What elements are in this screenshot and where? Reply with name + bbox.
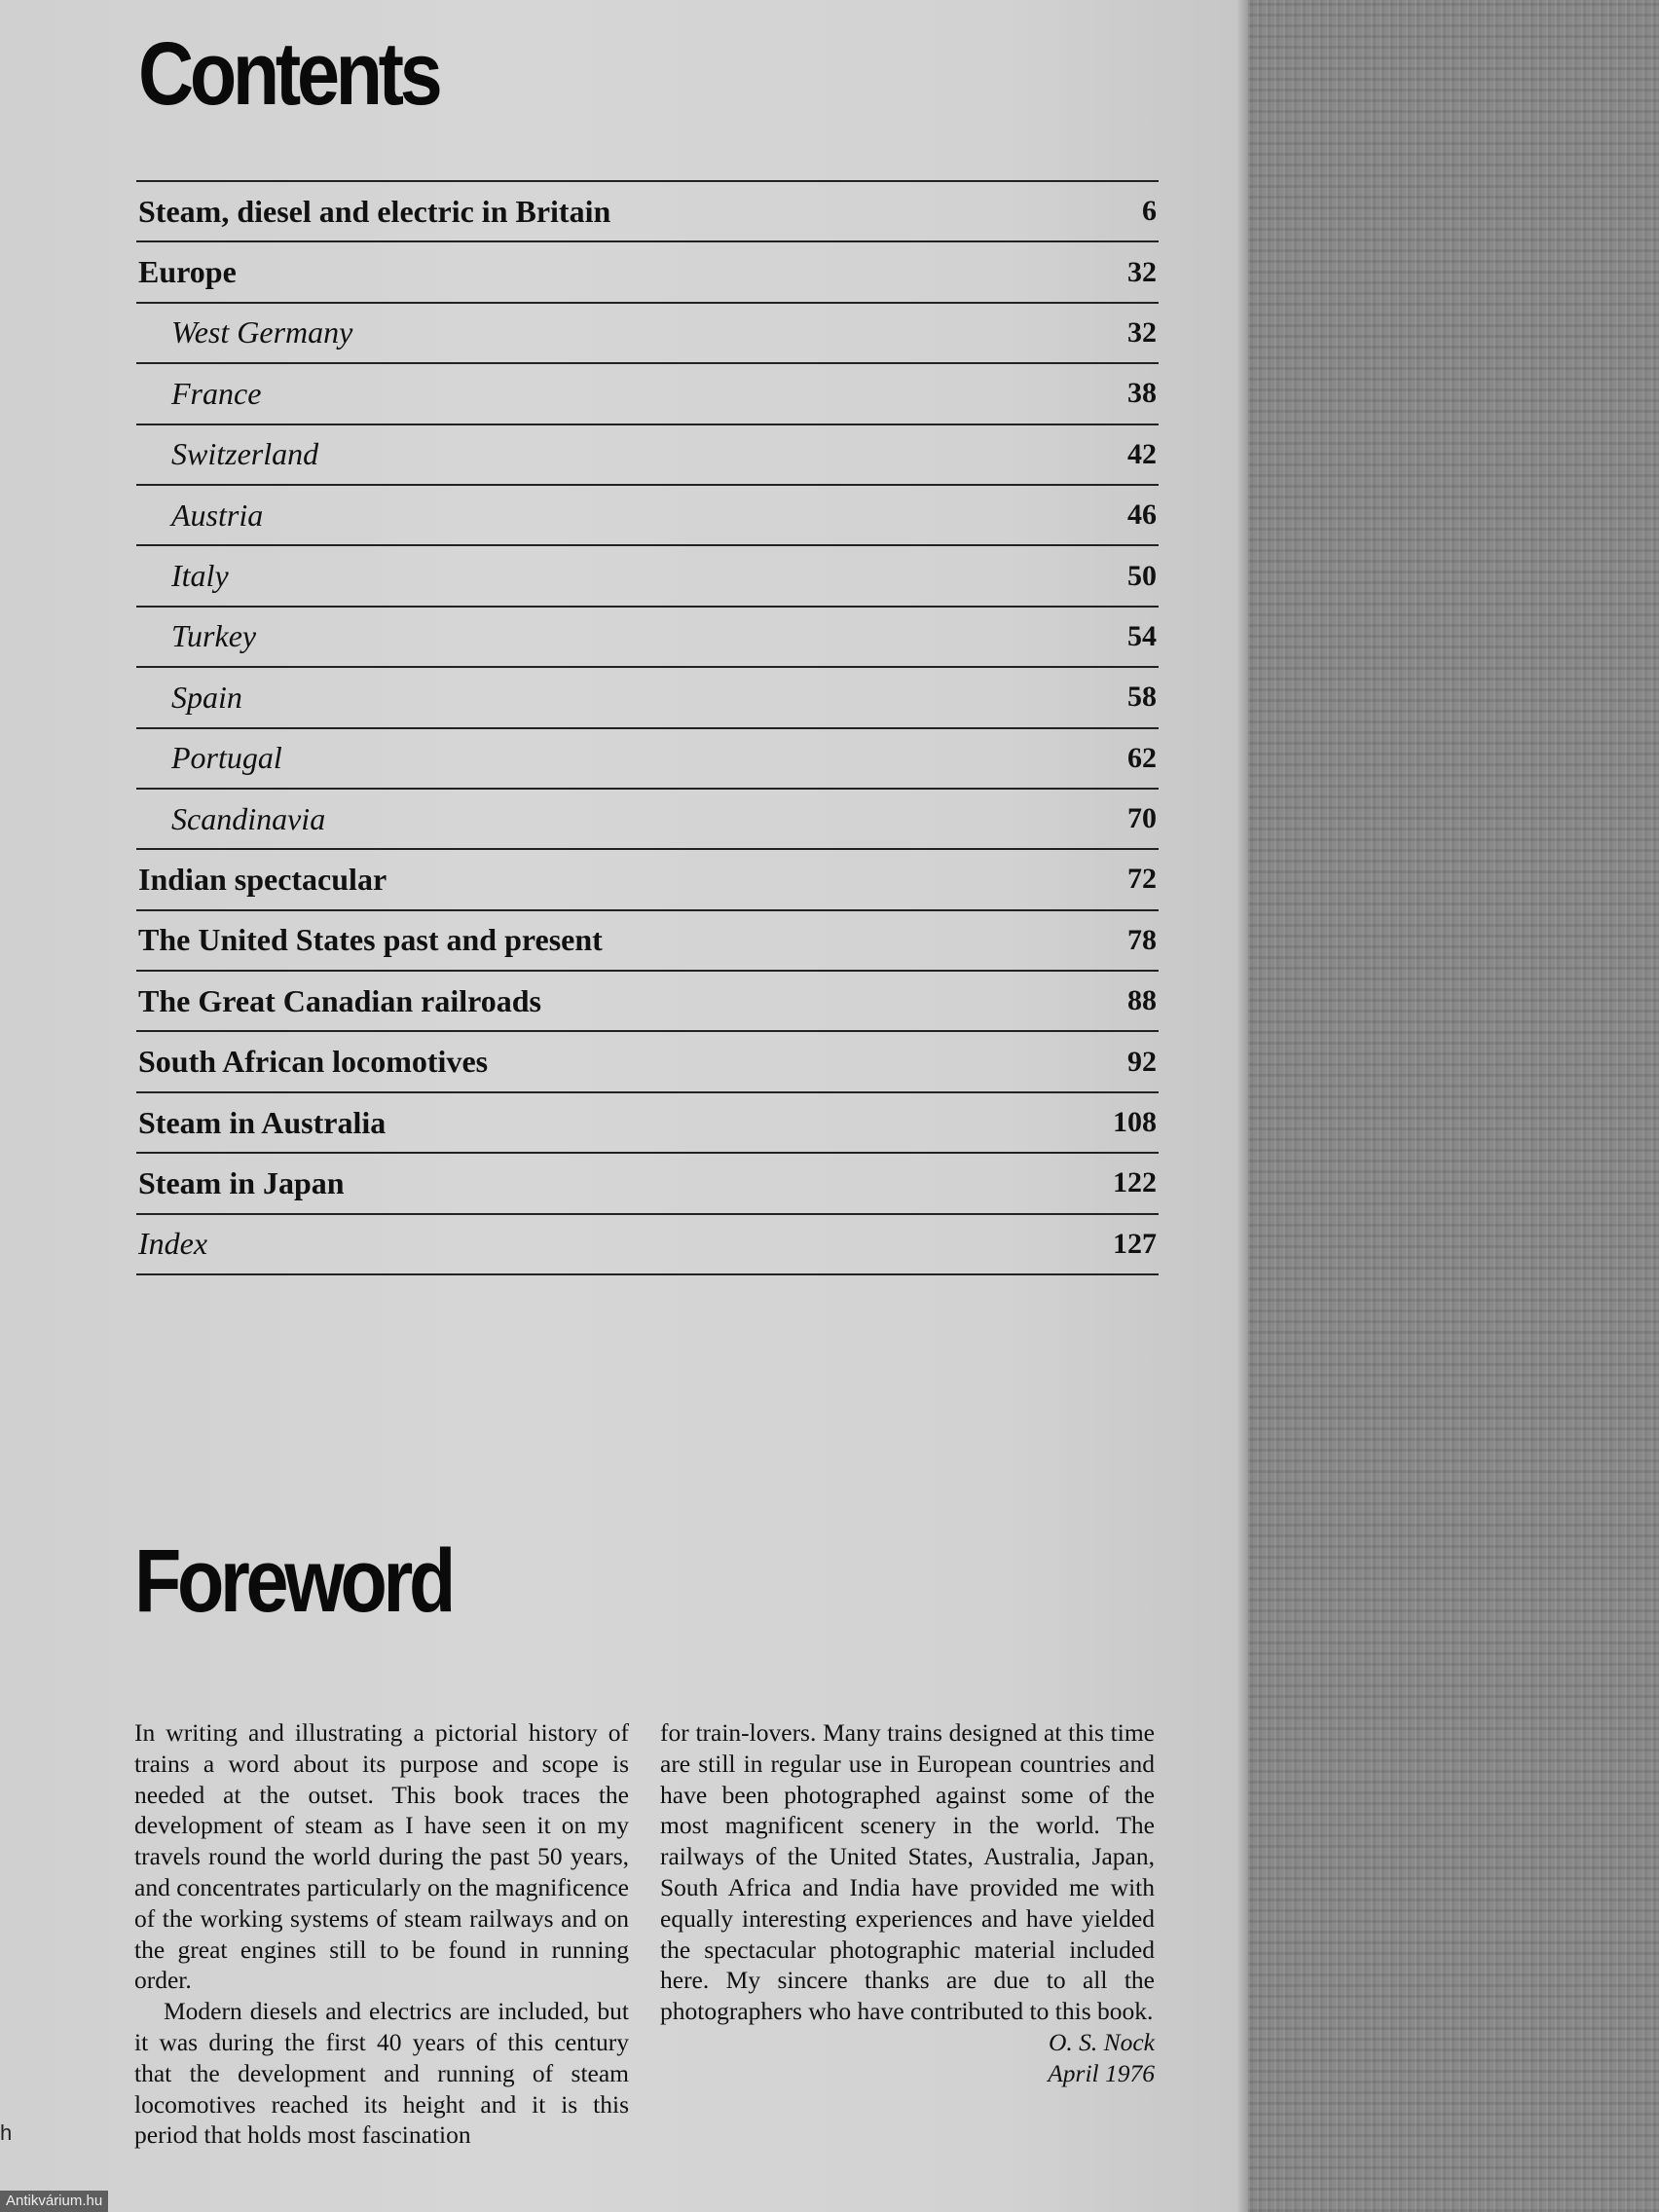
toc-entry xyxy=(136,304,1159,364)
foreword-paragraph: for train-lovers. Many trains designed at this time are still in regular use in European countries and have been photographed against some of the most magnificent scenery in the world. The railways of the United States, Australia, Japan, South Africa and India have provided me with equally interesting experiences and have yielded the spectacular photographic material included here. My sincere thanks are due to all the photographers who have contributed to this book. xyxy=(660,1718,1155,2026)
toc-entry-title: Europe xyxy=(138,254,237,290)
toc-entry-page: 6 xyxy=(1142,195,1157,228)
toc-entry-page: 32 xyxy=(1127,255,1157,288)
toc-entry-page: 127 xyxy=(1113,1227,1157,1260)
toc-entry xyxy=(136,1154,1159,1214)
toc-entry xyxy=(136,1032,1159,1092)
toc-entry-title: Turkey xyxy=(171,618,257,654)
toc-entry-title: Indian spectacular xyxy=(138,861,387,897)
toc-entry xyxy=(136,1093,1159,1154)
table-of-contents xyxy=(136,180,1159,1275)
toc-entry-title: Steam in Japan xyxy=(138,1164,345,1200)
toc-entry xyxy=(136,242,1159,303)
toc-entry-page: 122 xyxy=(1113,1166,1157,1199)
toc-entry-title: Austria xyxy=(171,497,264,533)
toc-entry xyxy=(136,972,1159,1032)
toc-entry xyxy=(136,364,1159,424)
toc-entry-title: Index xyxy=(138,1226,208,1262)
toc-entry-page: 88 xyxy=(1127,984,1157,1017)
toc-entry-title: France xyxy=(171,375,262,411)
foreword-paragraph: Modern diesels and electrics are included, but it was during the first 40 years of this century that the development and running of steam locomotives reached its height and it is this period that holds most fascination xyxy=(134,1997,629,2150)
toc-entry-page: 92 xyxy=(1127,1045,1157,1078)
toc-entry-page: 72 xyxy=(1127,863,1157,896)
toc-entry-title: Switzerland xyxy=(171,436,319,472)
watermark-label: Antikvárium.hu xyxy=(0,2191,108,2212)
toc-entry xyxy=(136,486,1159,546)
toc-entry-title: Spain xyxy=(171,679,242,715)
margin-letter: h xyxy=(0,2120,13,2145)
toc-entry-page: 32 xyxy=(1127,315,1157,349)
toc-entry-page: 54 xyxy=(1127,619,1157,652)
toc-entry-page: 50 xyxy=(1127,559,1157,592)
foreword-paragraph: In writing and illustrating a pictorial history of trains a word about its purpose and scope is needed at the outset. This book traces the development of steam as I have seen it on my travels round the world during the past 50 years, and concentrates particularly on the magnificence of the working systems of steam railways and on the great engines still to be found in running order. xyxy=(134,1718,629,1995)
toc-entry-page: 38 xyxy=(1127,377,1157,410)
toc-entry-page: 70 xyxy=(1127,802,1157,835)
toc-entry-page: 62 xyxy=(1127,741,1157,774)
toc-entry-page: 58 xyxy=(1127,681,1157,714)
toc-entry xyxy=(136,911,1159,972)
toc-entry-title: Steam in Australia xyxy=(138,1104,387,1140)
toc-entry-title: Italy xyxy=(171,558,229,594)
toc-entry-page: 42 xyxy=(1127,437,1157,470)
toc-entry-title: The United States past and present xyxy=(138,922,603,958)
toc-entry xyxy=(136,1215,1159,1275)
toc-entry xyxy=(136,790,1159,850)
toc-entry xyxy=(136,608,1159,668)
toc-entry-title: The Great Canadian railroads xyxy=(138,982,541,1018)
foreword-heading: Foreword xyxy=(134,1531,453,1631)
foreword-column-right xyxy=(660,1717,1155,2089)
toc-entry-title: South African locomotives xyxy=(138,1044,489,1080)
toc-entry-page: 46 xyxy=(1127,498,1157,532)
toc-entry-title: Steam, diesel and electric in Britain xyxy=(138,193,611,229)
toc-entry-page: 78 xyxy=(1127,923,1157,956)
foreword-date: April 1976 xyxy=(1048,2058,1155,2087)
toc-entry xyxy=(136,546,1159,607)
toc-entry-title: Scandinavia xyxy=(171,800,326,836)
toc-entry xyxy=(136,668,1159,728)
toc-entry xyxy=(136,850,1159,910)
foreword-column-left xyxy=(134,1717,629,2151)
author-signature: O. S. Nock xyxy=(1048,2027,1155,2056)
toc-entry-page: 108 xyxy=(1113,1106,1157,1139)
toc-entry-title: Portugal xyxy=(171,740,282,776)
contents-heading: Contents xyxy=(138,24,439,124)
toc-entry xyxy=(136,729,1159,790)
toc-entry xyxy=(136,182,1159,242)
toc-entry-title: West Germany xyxy=(171,314,353,350)
background-board xyxy=(1248,0,1659,2212)
toc-entry xyxy=(136,425,1159,486)
